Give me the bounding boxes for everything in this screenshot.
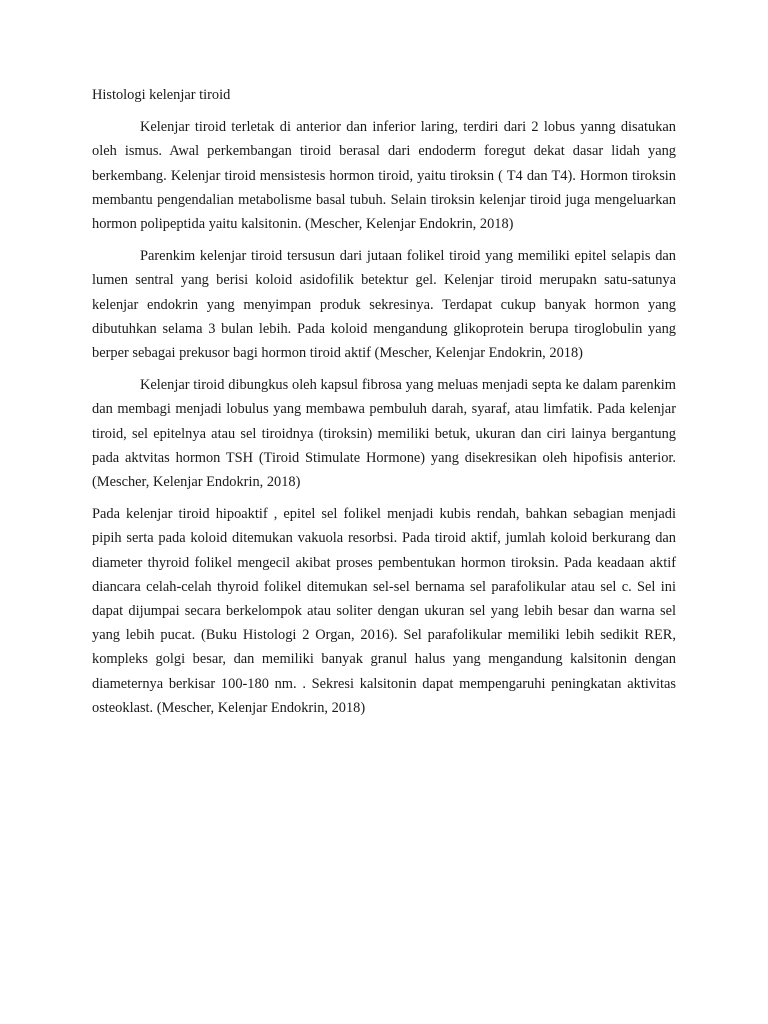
paragraph-4: Pada kelenjar tiroid hipoaktif , epitel sel folikel menjadi kubis rendah, bahkan sebagian menjadi pipih serta pada koloid ditemukan vakuola resorbsi. Pada tiroid aktif, jumlah koloid berkurang dan diameter thyroid folikel mengecil akibat proses pembentukan hormon tiroksin. Pada keadaan aktif diancara celah-celah thyroid folikel ditemukan sel-sel bernama sel parafolikular atau sel c. Sel ini dapat dijumpai secara berkelompok atau soliter dengan ukuran sel yang lebih besar dan warna sel yang lebih pucat. (Buku Histologi 2 Organ, 2016). Sel parafolikular memiliki lebih sedikit RER, kompleks golgi besar, dan memiliki banyak granul halus yang mengandung kalsitonin dengan diameternya berkisar 100-180 nm. . Sekresi kalsitonin dapat mempengaruhi peningkatan aktivitas osteoklast. (Mescher, Kelenjar Endokrin, 2018) — [92, 506, 676, 716]
paragraph-3: Kelenjar tiroid dibungkus oleh kapsul fibrosa yang meluas menjadi septa ke dalam parenkim dan membagi menjadi lobulus yang membawa pembuluh darah, syaraf, atau limfatik. Pada kelenjar tiroid, sel epitelnya atau sel tiroidnya (tiroksin) memiliki betuk, ukuran dan ciri lainya bergantung pada aktvitas hormon TSH (Tiroid Stimulate Hormone) yang disekresikan oleh hipofisis anterior. (Mescher, Kelenjar Endokrin, 2018) — [92, 377, 676, 491]
document-page — [92, 83, 676, 728]
document-title: Histologi kelenjar tiroid — [92, 87, 231, 103]
paragraph-1: Kelenjar tiroid terletak di anterior dan inferior laring, terdiri dari 2 lobus yanng disatukan oleh ismus. Awal perkembangan tiroid berasal dari endoderm foregut dekat dasar lidah yang berkembang. Kelenjar tiroid mensistesis hormon tiroid, yaitu tiroksin ( T4 dan T4). Hormon tiroksin membantu pengendalian metabolisme basal tubuh. Selain tiroksin kelenjar tiroid juga mengeluarkan hormon polipeptida yaitu kalsitonin. (Mescher, Kelenjar Endokrin, 2018) — [92, 119, 676, 233]
paragraph-2: Parenkim kelenjar tiroid tersusun dari jutaan folikel tiroid yang memiliki epitel selapis dan lumen sentral yang berisi koloid asidofilik betektur gel. Kelenjar tiroid merupakn satu-satunya kelenjar endokrin yang menyimpan produk sekresinya. Terdapat cukup banyak hormon yang dibutuhkan selama 3 bulan lebih. Pada koloid mengandung glikoprotein berupa tiroglobulin yang berper sebagai prekusor bagi hormon tiroid aktif (Mescher, Kelenjar Endokrin, 2018) — [92, 248, 676, 362]
